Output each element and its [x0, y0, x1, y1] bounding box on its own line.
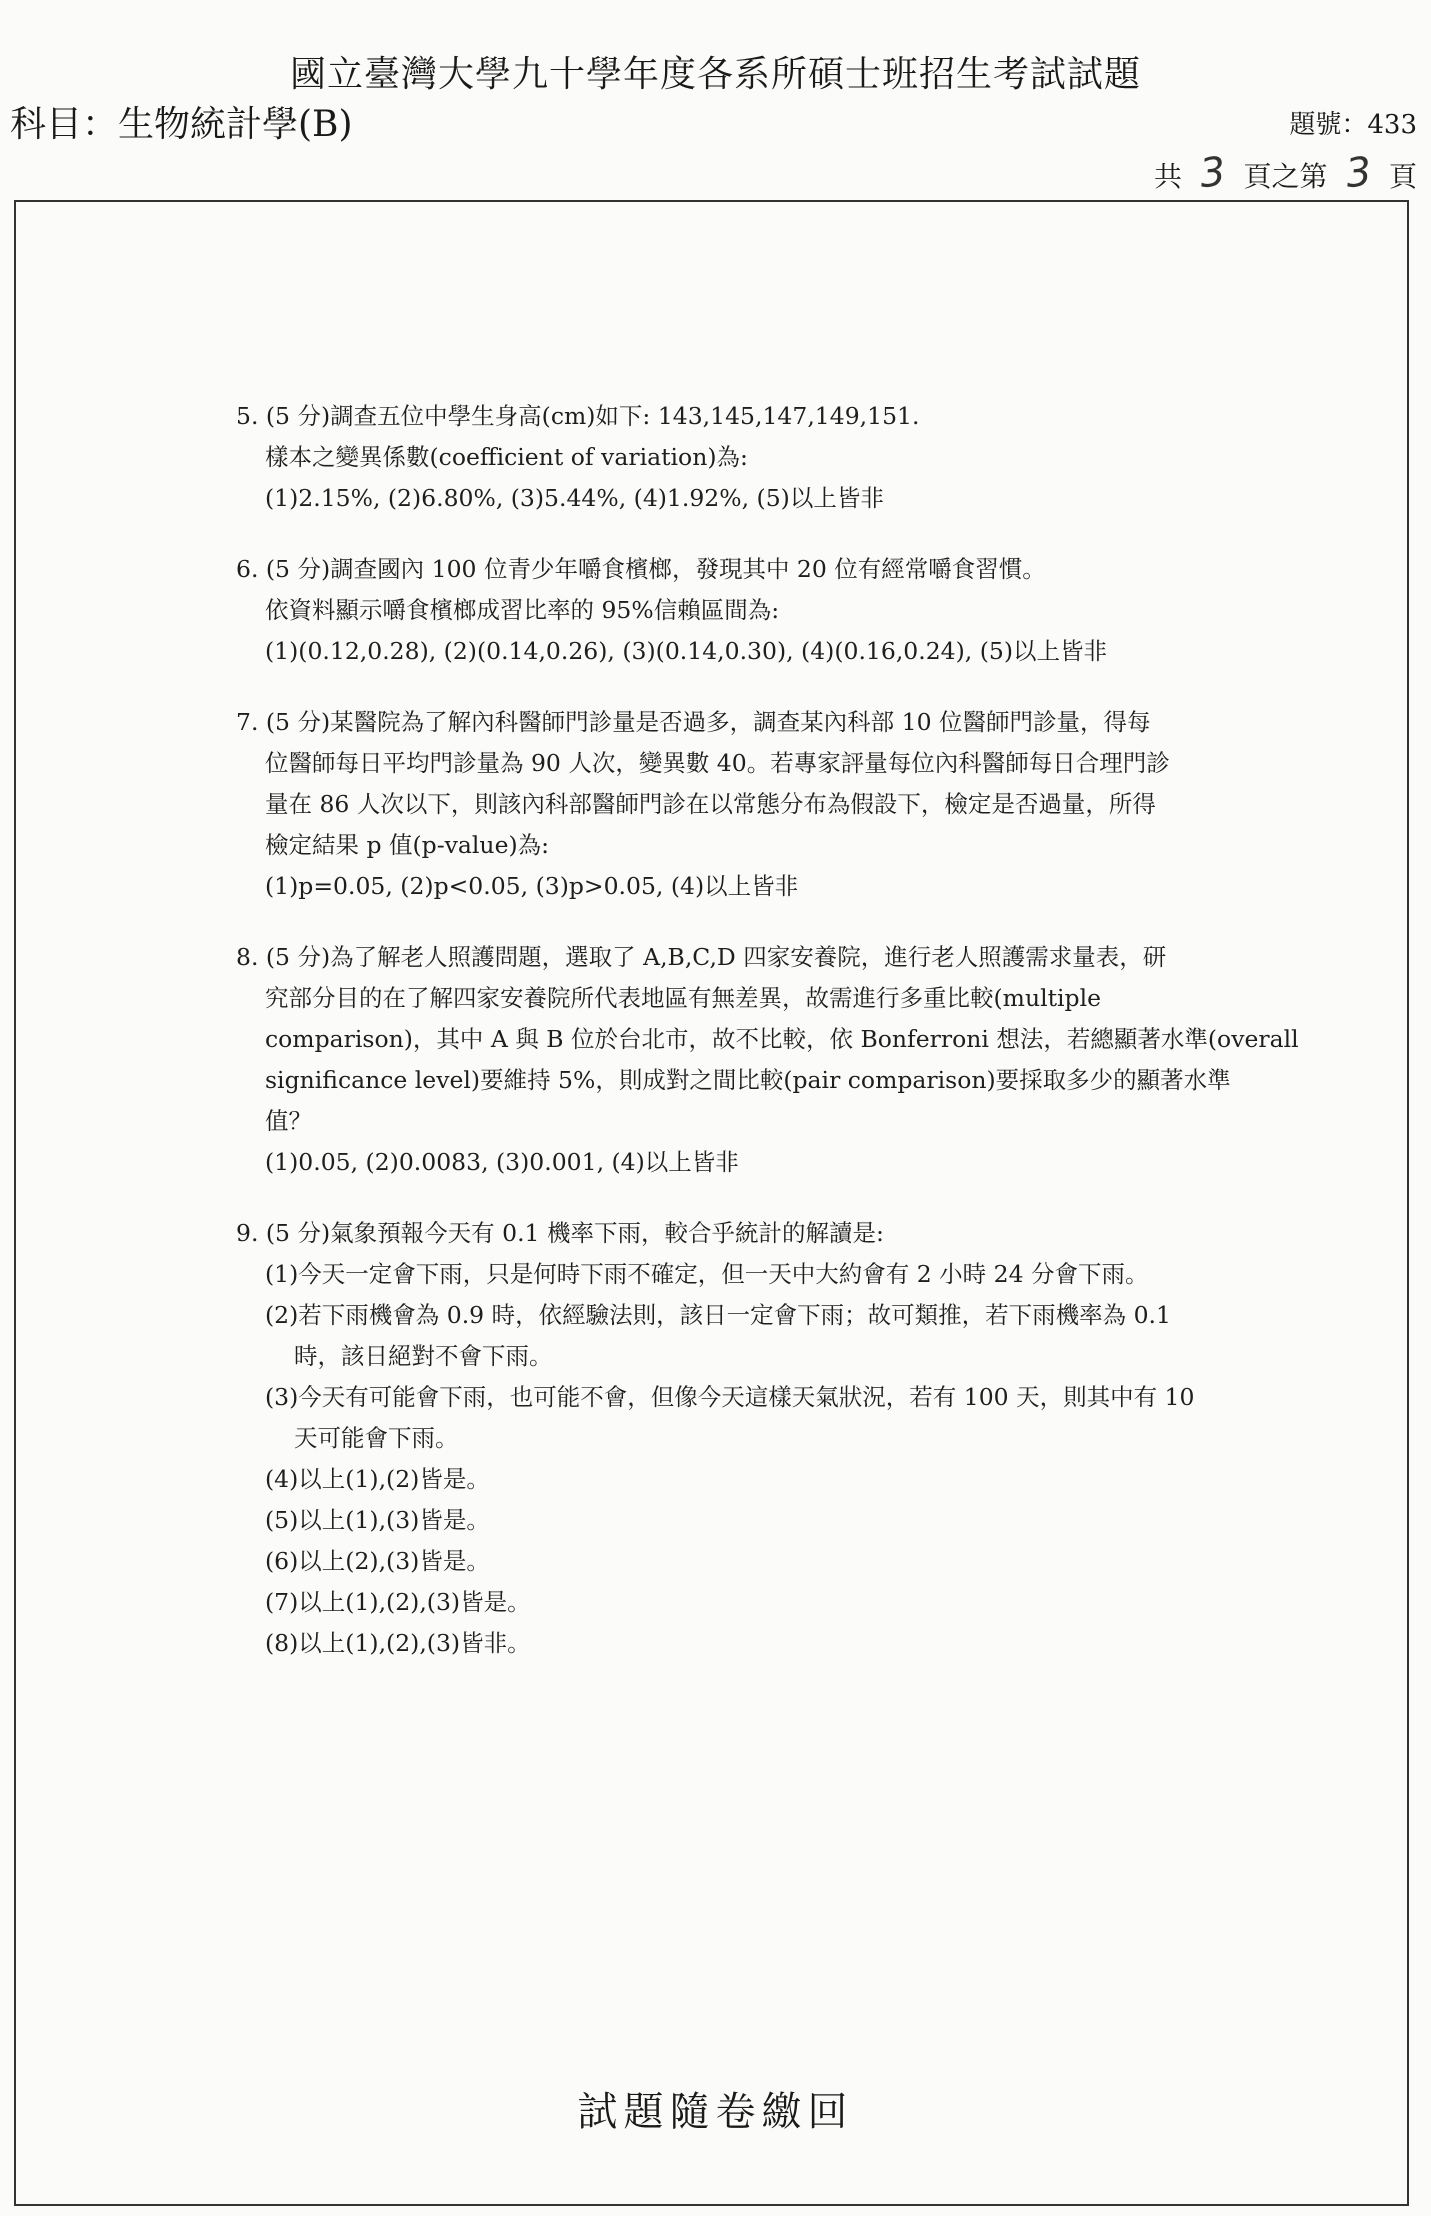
- return-exam-note: 試題隨卷繳回: [577, 2089, 854, 2135]
- question-option: (7)以上(1),(2),(3)皆是。: [265, 1588, 531, 1616]
- question-line: 7. (5 分)某醫院為了解內科醫師門診量是否過多，調查某內科部 10 位醫師門診量，得每: [236, 708, 1151, 736]
- question-line: 檢定結果 p 值(p-value)為:: [265, 831, 550, 859]
- page-current: 3: [1343, 148, 1374, 198]
- page-total: 3: [1197, 148, 1228, 198]
- question-line: 究部分目的在了解四家安養院所代表地區有無差異，故需進行多重比較(multiple: [265, 984, 1102, 1012]
- question-option: (1)(0.12,0.28), (2)(0.14,0.26), (3)(0.14,0.30), (4)(0.16,0.24), (5)以上皆非: [265, 637, 1108, 665]
- question-line: comparison)，其中 A 與 B 位於台北市，故不比較，依 Bonferroni 想法，若總顯著水準(overall: [265, 1025, 1299, 1053]
- question-line: 6. (5 分)調查國內 100 位青少年嚼食檳榔，發現其中 20 位有經常嚼食習慣。: [236, 555, 1046, 583]
- exam-title: 國立臺灣大學九十學年度各系所碩士班招生考試試題: [289, 54, 1141, 95]
- question-line: 樣本之變異係數(coefficient of variation)為:: [265, 443, 748, 471]
- page-suffix: 頁: [1388, 160, 1417, 193]
- question-9: [236, 1213, 1336, 1664]
- question-list: [236, 396, 1336, 1694]
- question-line: 位醫師每日平均門診量為 90 人次，變異數 40。若專家評量每位內科醫師每日合理門診: [265, 749, 1170, 777]
- question-option: (5)以上(1),(3)皆是。: [265, 1506, 490, 1534]
- question-line: 8. (5 分)為了解老人照護問題，選取了 A,B,C,D 四家安養院，進行老人照護需求量表，研: [236, 943, 1167, 971]
- subject-label: 科目：生物統計學(B): [10, 104, 353, 145]
- question-line: 5. (5 分)調查五位中學生身高(cm)如下: 143,145,147,149,151.: [236, 402, 920, 430]
- question-6: [236, 549, 1336, 672]
- question-line: 量在 86 人次以下，則該內科部醫師門診在以常態分布為假設下，檢定是否過量，所得: [265, 790, 1156, 818]
- question-8: [236, 937, 1336, 1183]
- question-line: significance level)要維持 5%，則成對之間比較(pair comparison)要採取多少的顯著水準: [265, 1066, 1231, 1094]
- question-line: 依資料顯示嚼食檳榔成習比率的 95%信賴區間為:: [265, 596, 780, 624]
- question-option: (3)今天有可能會下雨，也可能不會，但像今天這樣天氣狀況，若有 100 天，則其中有 10: [265, 1383, 1195, 1411]
- question-option: (1)0.05, (2)0.0083, (3)0.001, (4)以上皆非: [265, 1148, 739, 1176]
- question-5: [236, 396, 1336, 519]
- question-7: [236, 702, 1336, 907]
- question-option-continued: 天可能會下雨。: [294, 1424, 459, 1452]
- page-middle: 頁之第: [1243, 160, 1328, 193]
- question-line: 9. (5 分)氣象預報今天有 0.1 機率下雨，較合乎統計的解讀是:: [236, 1219, 884, 1247]
- question-option-continued: 時，該日絕對不會下雨。: [294, 1342, 553, 1370]
- question-option: (2)若下雨機會為 0.9 時，依經驗法則，該日一定會下雨；故可類推，若下雨機率為 0.1: [265, 1301, 1171, 1329]
- question-line: 值？: [265, 1107, 312, 1135]
- page-indicator: [1154, 150, 1417, 196]
- page-prefix: 共: [1154, 160, 1183, 193]
- question-option: (1)今天一定會下雨，只是何時下雨不確定，但一天中大約會有 2 小時 24 分會下雨。: [265, 1260, 1149, 1288]
- question-option: (8)以上(1),(2),(3)皆非。: [265, 1629, 531, 1657]
- question-option: (1)p=0.05, (2)p<0.05, (3)p>0.05, (4)以上皆非: [265, 872, 799, 900]
- question-option: (1)2.15%, (2)6.80%, (3)5.44%, (4)1.92%, (5)以上皆非: [265, 484, 884, 512]
- question-number: 題號：433: [1289, 110, 1417, 140]
- question-option: (4)以上(1),(2)皆是。: [265, 1465, 490, 1493]
- question-option: (6)以上(2),(3)皆是。: [265, 1547, 490, 1575]
